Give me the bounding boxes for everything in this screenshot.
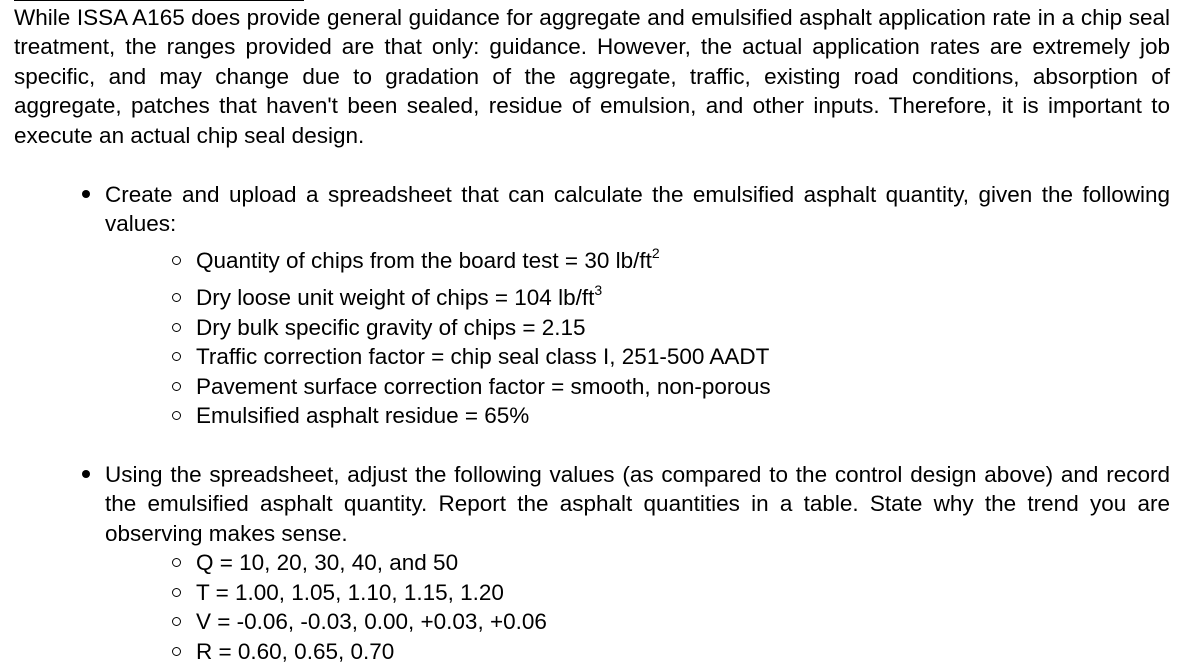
hollow-bullet-icon bbox=[172, 617, 181, 626]
intro-paragraph: While ISSA A165 does provide general guidance for aggregate and emulsified asphalt application rate in a chip seal treatment, the ranges provided are that only: guidance. However, the actual application rates are extremely job specific, and may change due to gradation of the aggregate, traffic, existing road conditions, absorption of aggregate, patches that haven't been sealed, residue of emulsion, and other inputs. Therefore, it is important to execute an actual chip seal design. bbox=[14, 5, 1170, 148]
list-item bbox=[0, 246, 1196, 276]
list-item-text: Quantity of chips from the board test = 30 $lb/ft^2$ bbox=[196, 244, 660, 273]
list-item-text: Dry loose unit weight of chips = 104 $lb/ft^3$ bbox=[196, 281, 603, 310]
superscript: 2 bbox=[651, 244, 660, 261]
hollow-bullet-icon bbox=[172, 647, 181, 656]
list-item-text: Emulsified asphalt residue = 65% bbox=[196, 403, 530, 428]
hollow-bullet-icon bbox=[172, 588, 181, 597]
list-item-text: Dry bulk specific gravity of chips = 2.15 bbox=[196, 315, 586, 340]
bullet-dot bbox=[82, 470, 90, 478]
list-item bbox=[0, 578, 1196, 608]
bullet-text: Create and upload a spreadsheet that can calculate the emulsified asphalt quantity, given the following values: bbox=[105, 182, 1170, 237]
hollow-bullet-icon bbox=[172, 382, 181, 391]
list-item bbox=[0, 283, 1196, 313]
list-item bbox=[0, 607, 1196, 637]
hollow-bullet-icon bbox=[172, 256, 181, 265]
list-item-text: Q = 10, 20, 30, 40, and 50 bbox=[196, 550, 459, 575]
hollow-bullet-icon bbox=[172, 323, 181, 332]
list-item-text: V = -0.06, -0.03, 0.00, +0.03, +0.06 bbox=[196, 609, 547, 634]
list-item-text: Pavement surface correction factor = smooth, non-porous bbox=[196, 374, 771, 399]
list-item-text: Traffic correction factor = chip seal class I, 251-500 AADT bbox=[196, 344, 770, 369]
bullet-dot bbox=[82, 190, 90, 198]
list-item-text: T = 1.00, 1.05, 1.10, 1.15, 1.20 bbox=[196, 580, 504, 605]
list-item bbox=[0, 342, 1196, 372]
hollow-bullet-icon bbox=[172, 352, 181, 361]
bullet-text: Using the spreadsheet, adjust the following values (as compared to the control design above) and record the emulsified asphalt quantity. Report the asphalt quantities in a table. State why the trend you are observing makes sense. bbox=[105, 462, 1170, 546]
cut-off-heading-underline bbox=[14, 0, 304, 1]
list-item bbox=[0, 401, 1196, 431]
list-item bbox=[0, 548, 1196, 578]
hollow-bullet-icon bbox=[172, 293, 181, 302]
hollow-bullet-icon bbox=[172, 558, 181, 567]
superscript: 3 bbox=[594, 281, 603, 298]
list-item bbox=[0, 313, 1196, 343]
list-item-text: R = 0.60, 0.65, 0.70 bbox=[196, 639, 395, 664]
list-item bbox=[0, 637, 1196, 667]
hollow-bullet-icon bbox=[172, 411, 181, 420]
list-item bbox=[0, 372, 1196, 402]
